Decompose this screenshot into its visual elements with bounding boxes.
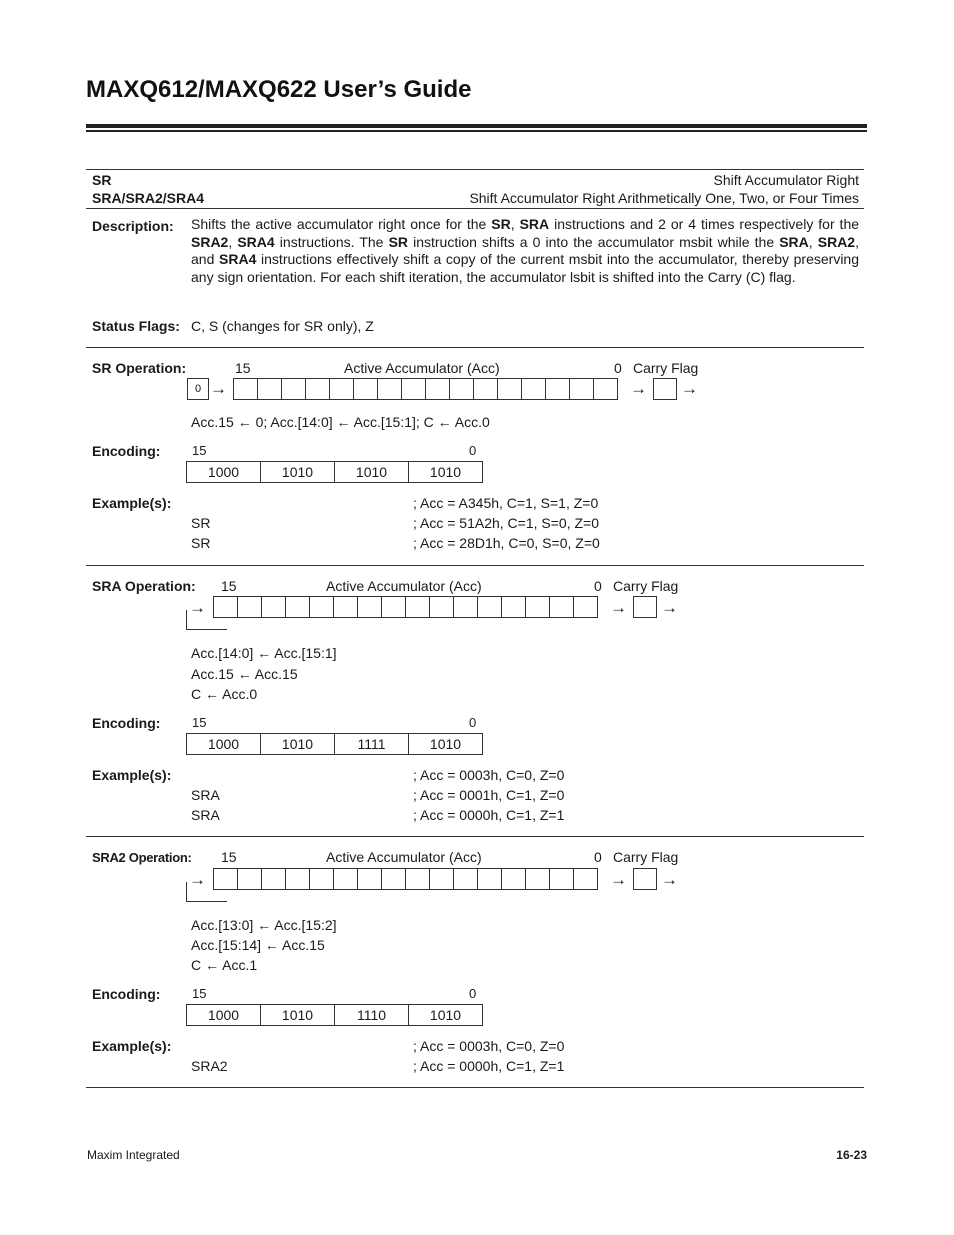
encoding-nibble: 1000: [187, 462, 261, 482]
section-divider: [86, 208, 864, 209]
example-instruction: SR: [191, 535, 211, 551]
sr-equation: Acc.15 ← 0; Acc.[14:0] ← Acc.[15:1]; C ← Acc.0: [191, 414, 490, 430]
sra-encoding-bits: [186, 733, 483, 755]
sra2-accumulator-register: [213, 868, 598, 890]
sra2-bit-high: 15: [221, 849, 237, 865]
sra-encoding-label: Encoding:: [92, 715, 161, 731]
encoding-nibble: 1010: [261, 1005, 335, 1025]
sr-carry-box: [653, 378, 677, 400]
sr-arrow-out: →: [681, 379, 698, 398]
sra2-arrow-out: →: [661, 870, 678, 889]
sra2-carry-box: [633, 868, 657, 890]
sr-bit-high: 15: [235, 360, 251, 376]
encoding-nibble: 1110: [335, 1005, 409, 1025]
sra2-equation: Acc.[13:0] ← Acc.[15:2]: [191, 917, 337, 933]
sr-acc-label: Active Accumulator (Acc): [344, 360, 500, 376]
example-comment: ; Acc = 51A2h, C=1, S=0, Z=0: [413, 515, 600, 531]
section-divider: [86, 565, 864, 566]
sra2-encoding-bits: [186, 1004, 483, 1026]
sra-msb-feedback-bracket: [186, 610, 227, 630]
sra-carry-label: Carry Flag: [613, 578, 679, 594]
mnemonic-sr: SR: [92, 172, 112, 188]
encoding-nibble: 1000: [187, 1005, 261, 1025]
sra2-encoding-label: Encoding:: [92, 986, 161, 1002]
sr-arrow-carry: →: [630, 379, 647, 398]
example-comment: ; Acc = 0003h, C=0, Z=0: [413, 767, 565, 783]
sra-examples-label: Example(s):: [92, 767, 172, 783]
sra-operation-label: SRA Operation:: [92, 578, 196, 594]
description-label: Description:: [92, 218, 174, 234]
example-instruction: SRA: [191, 787, 220, 803]
sra-carry-box: [633, 596, 657, 618]
example-comment: ; Acc = 0003h, C=0, Z=0: [413, 1038, 565, 1054]
sra-arrow-out: →: [661, 598, 678, 617]
sra2-equation: C ← Acc.1: [191, 957, 258, 973]
sra2-enc-bit-high: 15: [192, 986, 207, 1001]
sr-accumulator-register: [233, 378, 618, 400]
footer-company: Maxim Integrated: [87, 1148, 180, 1162]
instruction-name-sr: Shift Accumulator Right: [713, 172, 859, 188]
sr-examples-label: Example(s):: [92, 495, 172, 511]
sra2-operation-label: SRA2 Operation:: [92, 850, 192, 865]
sra2-acc-label: Active Accumulator (Acc): [326, 849, 482, 865]
page-title: MAXQ612/MAXQ622 User’s Guide: [86, 76, 472, 103]
encoding-nibble: 1010: [261, 734, 335, 754]
example-comment: ; Acc = 0001h, C=1, Z=0: [413, 787, 565, 803]
mnemonic-sra: SRA/SRA2/SRA4: [92, 190, 205, 206]
status-flags-value: C, S (changes for SR only), Z: [191, 318, 374, 334]
sra-bit-low: 0: [594, 578, 602, 594]
sra-equation: Acc.15 ← Acc.15: [191, 666, 298, 682]
sra-accumulator-register: [213, 596, 598, 618]
section-divider: [86, 169, 864, 170]
title-rule-thick: [86, 124, 867, 128]
footer-page-number: 16-23: [836, 1148, 867, 1162]
sra-equation: Acc.[14:0] ← Acc.[15:1]: [191, 645, 337, 661]
sr-enc-bit-high: 15: [192, 443, 207, 458]
section-divider: [86, 836, 864, 837]
example-instruction: SR: [191, 515, 211, 531]
encoding-nibble: 1010: [335, 462, 409, 482]
sra-enc-bit-low: 0: [469, 715, 477, 730]
sr-encoding-bits: [186, 461, 483, 483]
example-comment: ; Acc = 0000h, C=1, Z=1: [413, 1058, 565, 1074]
sra2-examples-label: Example(s):: [92, 1038, 172, 1054]
section-divider: [86, 1087, 864, 1088]
section-divider: [86, 347, 864, 348]
sra2-msb-feedback-bracket: [186, 882, 227, 902]
encoding-nibble: 1000: [187, 734, 261, 754]
instruction-name-sra: Shift Accumulator Right Arithmetically One, Two, or Four Times: [469, 190, 859, 206]
status-flags-label: Status Flags:: [92, 318, 180, 334]
example-comment: ; Acc = 28D1h, C=0, S=0, Z=0: [413, 535, 600, 551]
sra2-equation: Acc.[15:14] ← Acc.15: [191, 937, 325, 953]
sr-encoding-label: Encoding:: [92, 443, 161, 459]
sra-arrow-carry: →: [610, 598, 627, 617]
encoding-nibble: 1010: [429, 1007, 462, 1023]
encoding-nibble: 1111: [335, 734, 409, 754]
sra-acc-label: Active Accumulator (Acc): [326, 578, 482, 594]
sr-enc-bit-low: 0: [469, 443, 477, 458]
sr-carry-label: Carry Flag: [633, 360, 699, 376]
example-comment: ; Acc = A345h, C=1, S=1, Z=0: [413, 495, 599, 511]
sra2-bit-low: 0: [594, 849, 602, 865]
sra2-carry-label: Carry Flag: [613, 849, 679, 865]
sr-arrow-in: →: [210, 379, 227, 398]
sr-shift-in-zero: 0: [187, 378, 209, 400]
encoding-nibble: 1010: [429, 736, 462, 752]
description-text: Shifts the active accumulator right once for the SR, SRA instructions and 2 or 4 times respectively for the SRA2, SRA4 instructions. The SR instruction shifts a 0 into the accumulator msbit while the SRA, SRA2, and SRA4 instructions effectively shift a copy of the current msbit into the accumulator, thereby preserving any sign orientation. For each shift iteration, the accumulator lsbit is shifted into the Carry (C) flag.: [191, 216, 860, 286]
sra2-arrow-in: →: [189, 870, 206, 889]
sra-enc-bit-high: 15: [192, 715, 207, 730]
sr-operation-label: SR Operation:: [92, 360, 187, 376]
example-comment: ; Acc = 0000h, C=1, Z=1: [413, 807, 565, 823]
encoding-nibble: 1010: [261, 462, 335, 482]
example-instruction: SRA: [191, 807, 220, 823]
sr-bit-low: 0: [614, 360, 622, 376]
sra-equation: C ← Acc.0: [191, 686, 258, 702]
title-rule-thin: [86, 130, 867, 132]
sra2-enc-bit-low: 0: [469, 986, 477, 1001]
encoding-nibble: 1010: [429, 464, 462, 480]
sra-arrow-in: →: [189, 598, 206, 617]
example-instruction: SRA2: [191, 1058, 228, 1074]
sra-bit-high: 15: [221, 578, 237, 594]
sra2-arrow-carry: →: [610, 870, 627, 889]
